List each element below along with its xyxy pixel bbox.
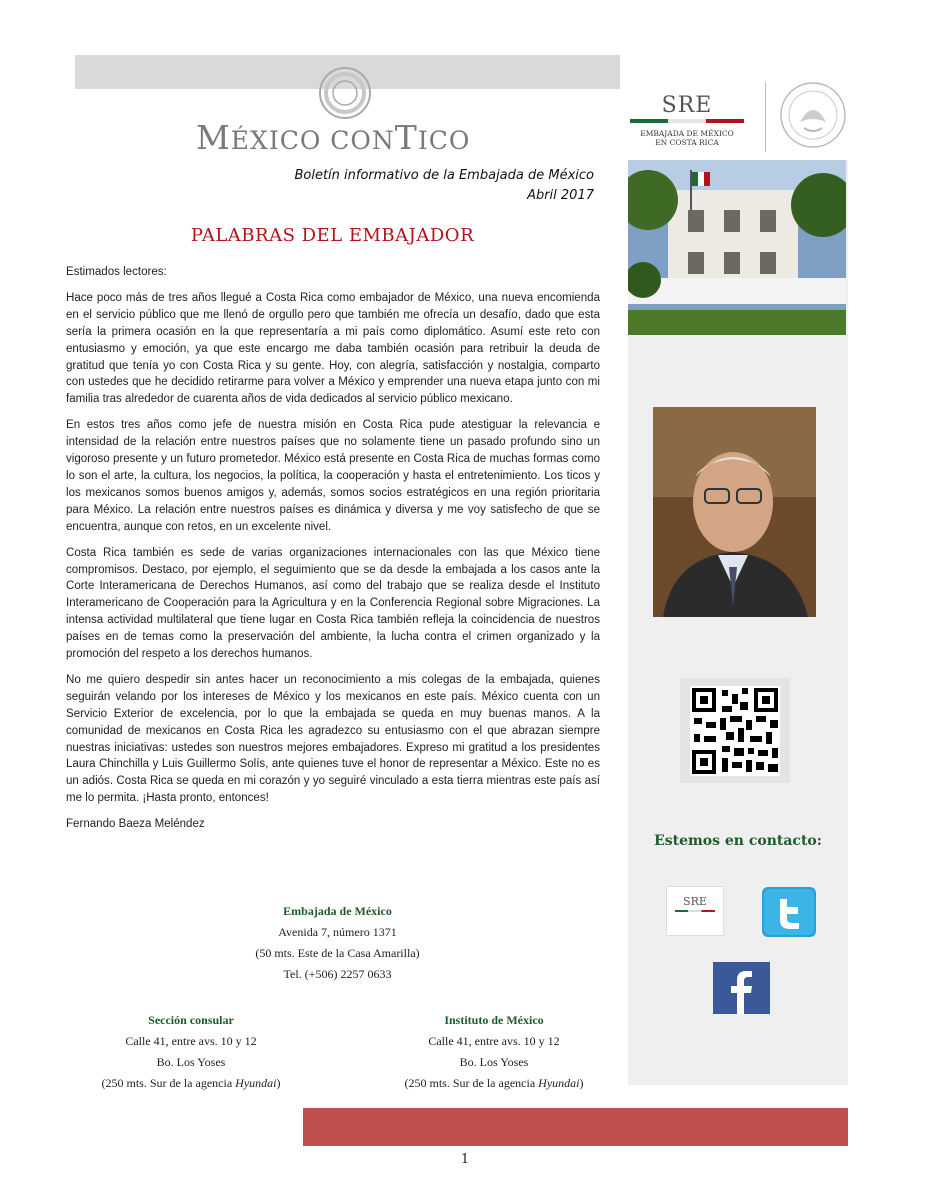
phone-number: Tel. (+506) 2257 0633 — [283, 967, 392, 981]
twitter-icon[interactable] — [762, 887, 816, 937]
sre-logo-text: SRE — [661, 93, 713, 118]
address-line: Bo. Los Yoses — [459, 1055, 529, 1069]
address-line: (250 mts. Sur de la agencia Hyundai) — [101, 1076, 281, 1090]
subtitle-line: Boletín informativo de la Embajada de México — [294, 168, 594, 183]
section-title: PALABRAS DEL EMBAJADOR — [190, 225, 475, 246]
newsletter-subtitle — [294, 166, 594, 206]
article-body — [66, 264, 600, 842]
newsletter-masthead: MÉXICO CONTICO — [196, 118, 471, 157]
page-number: 1 — [460, 1152, 470, 1167]
article-paragraph: Estimados lectores: — [66, 266, 167, 278]
address-line: Avenida 7, número 1371 — [278, 925, 397, 939]
address-line: Calle 41, entre avs. 10 y 12 — [125, 1034, 257, 1048]
sre-small-text: SRE — [683, 895, 707, 908]
address-line: Calle 41, entre avs. 10 y 12 — [428, 1034, 560, 1048]
circle-emblem-icon — [318, 66, 372, 120]
sre-tricolor-stripe — [630, 119, 744, 127]
facebook-icon[interactable] — [713, 962, 770, 1014]
sre-small-stripe — [675, 910, 715, 912]
address-heading: Sección consular — [148, 1013, 234, 1027]
ambassador-portrait-photo — [653, 407, 816, 617]
sre-logo-subtitle: EMBAJADA DE MÉXICO EN COSTA RICA — [640, 129, 734, 147]
article-paragraph: En estos tres años como jefe de nuestra misión en Costa Rica pude atestiguar la relevancia e intensidad de la relación entre nuestros países que no solamente tiene un pasado profundo sino un vigoroso presente y un futuro prometedor. México está presente en Costa Rica de muchas formas como lo son el arte, la cultura, los negocios, la política, la cooperación y hasta el entretenimiento. Los ticos y los mexicanos somos buenos amigos y, además, somos socios estratégicos en una región prioritaria para México. La relación entre nuestros países es dinámica y diversa y me voy satisfecho de que se encuentra, aunque con retos, en un excelente nivel. — [66, 419, 600, 533]
embassy-address — [200, 901, 475, 985]
qr-code-icon[interactable] — [690, 686, 780, 776]
address-line: Bo. Los Yoses — [156, 1055, 226, 1069]
logo-divider — [765, 82, 766, 152]
article-paragraph: Costa Rica también es sede de varias organizaciones internacionales con las que México tiene compromisos. Destaco, por ejemplo, el seguimiento que se da desde la embajada a los casos ante la Corte Interamericana de Derechos Humanos, así como del trabajo que se realiza desde el Instituto Interamericano de Cooperación para la Agricultura y en la Conferencia Regional sobre Migraciones. La intensa actividad multilateral que tiene lugar en Costa Rica también refleja la coincidencia de nuestros países en de temas como la preservación del ambiente, la lucha contra el crimen organizado y la promoción del respeto a los derechos humanos. — [66, 546, 600, 661]
national-seal-icon — [778, 80, 848, 150]
address-line: (50 mts. Este de la Casa Amarilla) — [255, 946, 420, 960]
address-line: (250 mts. Sur de la agencia Hyundai) — [404, 1076, 584, 1090]
sre-logo-icon[interactable] — [666, 886, 724, 936]
article-signature: Fernando Baeza Meléndez — [66, 818, 205, 831]
issue-date: Abril 2017 — [527, 188, 594, 203]
address-heading: Instituto de México — [444, 1013, 544, 1027]
address-heading: Embajada de México — [283, 904, 392, 918]
article-paragraph: Hace poco más de tres años llegué a Costa Rica como embajador de México, una nueva encomienda en el servicio público que me llenó de orgullo pero que también me ofrecía un desafío, dado que esta sería la primera ocasión en la que representaría a mi país como diplomático. Asumí este reto con entusiasmo y emoción, ya que este encargo me daba también ocasión para retribuir la deuda de gratitud que tenía yo con Costa Rica y su gente. Hoy, con alegría, satisfacción y nostalgia, comparto con ustedes que he decidido retirarme para volver a México y emprender una nueva etapa junto con mi familia tras alrededor de cuarenta años de vida dedicados al servicio público mexicano. — [66, 291, 600, 406]
footer-red-bar — [303, 1108, 848, 1146]
instituto-address — [370, 1010, 618, 1094]
article-paragraph: No me quiero despedir sin antes hacer un reconocimiento a mis colegas de la embajada, quienes seguirán velando por los intereses de México y los mexicanos en este país. México cuenta con un Servicio Exterior de excelencia, por lo que la embajada se queda en muy buenas manos. A la comunidad de mexicanos en Costa Rica les agradezco su entusiasmo con el que abrazan siempre nuestras iniciativas: ustedes son nuestros mejores embajadores. Expreso mi gratitud a los presidentes Laura Chinchilla y Luis Guillermo Solís, ante quienes tuve el honor de representar a México. Este no es un adiós. Costa Rica se queda en mi corazón y yo seguiré vinculado a esta tierra mientras este país así me lo permita. ¡Hasta pronto, entonces! — [66, 673, 600, 805]
contact-heading: Estemos en contacto: — [654, 833, 822, 849]
embassy-building-photo — [628, 160, 846, 335]
consular-address — [75, 1010, 307, 1094]
